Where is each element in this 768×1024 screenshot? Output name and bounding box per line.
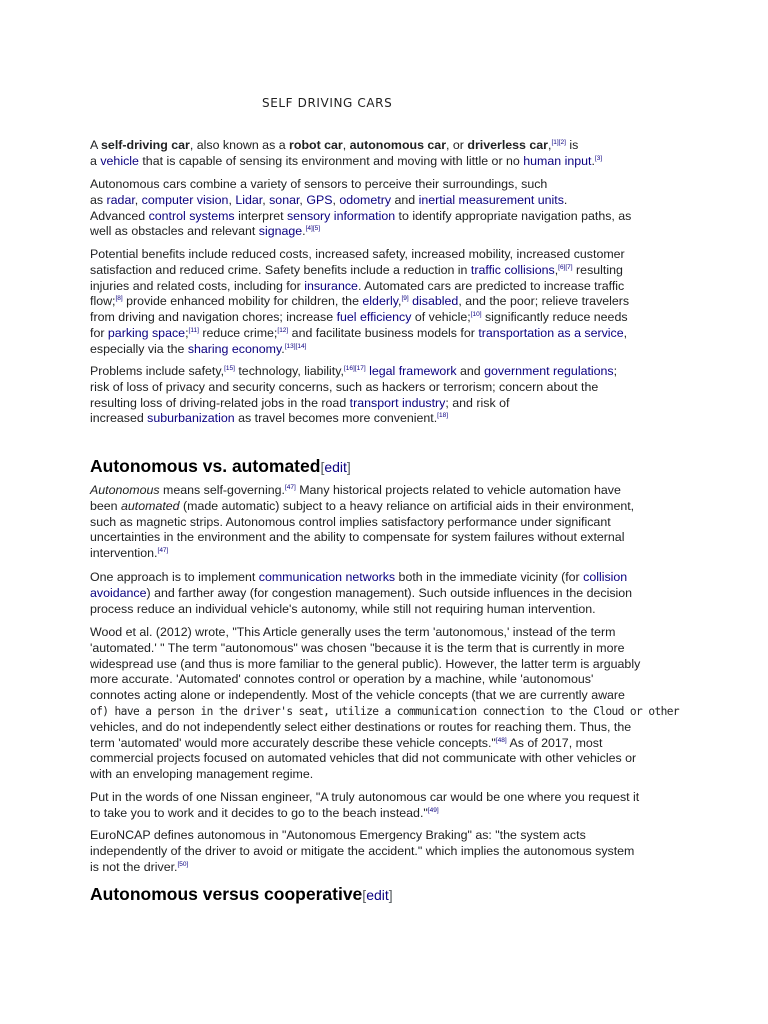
text: Many historical projects related to vehicle automation have (295, 483, 621, 497)
citation[interactable]: [8] (115, 295, 123, 303)
bracket: [ (320, 459, 325, 475)
wood-quote-paragraph (90, 625, 690, 783)
link-human-input[interactable]: human input (523, 153, 592, 168)
text: , (623, 325, 628, 340)
edit-link[interactable]: edit (366, 887, 389, 903)
text: flow; (90, 294, 116, 309)
citation[interactable]: [3] (594, 154, 603, 162)
text: term 'automated' would more accurately describe these vehicle concepts." (90, 735, 496, 750)
text: EuroNCAP defines autonomous in "Autonomous Emergency Braking" as: "the system acts (90, 828, 586, 842)
text: connotes acting alone or independently. Most of the vehicle concepts (that we are currently aware (90, 688, 625, 703)
text: a (90, 153, 101, 168)
term-self-driving-car: self-driving car (101, 138, 190, 152)
text: , (548, 138, 552, 152)
link-traffic-collisions[interactable]: traffic collisions (470, 262, 555, 277)
text: commercial projects focused on automated vehicles that did not communicate with other vehicles or (90, 751, 637, 766)
citation[interactable]: [12] (277, 326, 289, 334)
citation[interactable]: [50] (177, 860, 189, 868)
citation[interactable]: [13][14] (284, 342, 307, 350)
text: as travel becomes more convenient. (234, 411, 438, 426)
link-sonar[interactable]: sonar (269, 192, 300, 207)
text: both in the immediate vicinity (for (395, 570, 584, 584)
link-sharing-economy[interactable]: sharing economy (187, 341, 282, 356)
citation[interactable]: [6][7] (558, 263, 573, 271)
link-gps[interactable]: GPS (306, 192, 333, 207)
text: and (391, 192, 419, 207)
term-autonomous-car: autonomous car (349, 138, 447, 152)
problems-paragraph (90, 364, 690, 427)
text: is (565, 138, 579, 152)
text: One approach is to implement (90, 570, 259, 584)
heading-text: Autonomous vs. automated (90, 456, 321, 476)
text: , (134, 192, 142, 207)
text: to identify appropriate navigation paths, as (395, 208, 632, 223)
text: . (302, 224, 306, 239)
text: , (554, 262, 559, 277)
link-radar[interactable]: radar (106, 192, 135, 207)
text: injuries and related costs, including for (90, 278, 305, 293)
text: more accurate. 'Automated' connotes control or operation by a machine, while 'autonomous' (90, 672, 594, 687)
term-driverless-car: driverless car (467, 138, 548, 152)
text: Put in the words of one Nissan engineer, "A truly autonomous car would be one where you request it (90, 790, 640, 804)
text: , and the poor; relieve travelers (458, 294, 630, 309)
link-fuel-efficiency[interactable]: fuel efficiency (336, 310, 412, 325)
text: resulting loss of driving-related jobs in the road (90, 395, 350, 410)
text: , (262, 192, 270, 207)
text: well as obstacles and relevant (90, 224, 259, 239)
link-elderly[interactable]: elderly (362, 294, 398, 309)
text: , also known as a (189, 138, 290, 152)
edit-link[interactable]: edit (324, 459, 347, 475)
citation[interactable]: [49] (427, 806, 439, 814)
link-collision-avoidance[interactable]: avoidance (90, 585, 147, 600)
link-lidar[interactable]: Lidar (235, 192, 263, 207)
text: , (228, 192, 236, 207)
link-government-regulations[interactable]: government regulations (484, 364, 614, 378)
text: for (90, 325, 108, 340)
link-sensory-information[interactable]: sensory information (286, 208, 396, 223)
text: . Automated cars are predicted to increase traffic (357, 278, 625, 293)
text: , (299, 192, 307, 207)
text: Wood et al. (2012) wrote, "This Article generally uses the term 'autonomous,' instead of the term (90, 625, 616, 639)
text: A (90, 138, 102, 152)
text: , (332, 192, 340, 207)
link-insurance[interactable]: insurance (304, 278, 358, 293)
text: independently of the driver to avoid or mitigate the accident." which implies the autonomous system (90, 843, 635, 858)
intro-paragraph (90, 138, 690, 170)
text: satisfaction and reduced crime. Safety benefits include a reduction in (90, 262, 471, 277)
text: . (563, 192, 568, 207)
nissan-quote-paragraph (90, 790, 690, 822)
text: , (398, 294, 402, 309)
section-heading-autonomous-versus-cooperative (90, 884, 690, 905)
link-transportation-as-a-service[interactable]: transportation as a service (478, 325, 624, 340)
text: process reduce an individual vehicle's autonomy, while still not requiring human intervention. (90, 601, 596, 616)
term-automated: automated (121, 498, 180, 513)
text: widespread use (and thus is more familiar to the general public). However, the latter term is arguably (90, 656, 641, 671)
text: increased (90, 411, 148, 426)
text: ; (185, 325, 189, 340)
citation[interactable]: [47] (284, 484, 296, 491)
autonomous-definition-paragraph (90, 483, 690, 562)
text: especially via the (90, 341, 188, 356)
link-inertial-measurement-units[interactable]: inertial measurement units (418, 192, 564, 207)
text: intervention. (90, 546, 158, 561)
sensors-paragraph (90, 177, 690, 240)
bracket: ] (388, 887, 393, 903)
citation[interactable]: [18] (437, 412, 448, 420)
text: to take you to work and it decides to go to the beach instead." (90, 805, 428, 820)
citation[interactable]: [4][5] (305, 225, 321, 233)
text: means self-governing. (159, 483, 285, 497)
communication-paragraph (90, 570, 690, 617)
text: significantly reduce needs (481, 310, 628, 325)
text: Advanced (90, 208, 149, 223)
text: such as magnetic strips. Autonomous control implies satisfactory performance under significant (90, 514, 611, 529)
text: of vehicle; (411, 310, 471, 325)
link-control-systems[interactable]: control systems (148, 208, 235, 223)
text: technology, liability, (234, 364, 344, 378)
link-legal-framework[interactable]: legal framework (369, 364, 457, 378)
citation[interactable]: [47] (157, 547, 169, 555)
text: with an enveloping management regime. (90, 767, 314, 782)
section-heading-autonomous-vs-automated (90, 456, 690, 477)
text: , or (446, 138, 468, 152)
link-odometry[interactable]: odometry (339, 192, 392, 207)
text: ; and risk of (445, 395, 510, 410)
link-transport-industry[interactable]: transport industry (349, 395, 446, 410)
citation[interactable]: [1][2] (551, 139, 566, 146)
citation[interactable]: [11] (188, 326, 199, 334)
citation[interactable]: [48] (495, 736, 507, 744)
term-autonomous: Autonomous (90, 483, 160, 497)
text: as (90, 192, 107, 207)
link-parking-space[interactable]: parking space (107, 325, 186, 340)
link-communication-networks[interactable]: communication networks (258, 570, 396, 584)
text: . (591, 153, 595, 168)
text: interpret (234, 208, 287, 223)
text: of) have a person in the driver's seat, utilize a communication connection to the Cloud or other (90, 704, 680, 718)
text: . (281, 341, 285, 356)
text: ; (613, 364, 618, 378)
bracket: [ (362, 887, 367, 903)
text: ) and farther away (for congestion management). Such outside influences in the decision (146, 585, 633, 600)
text: As of 2017, most (506, 735, 603, 750)
text: reduce crime; (198, 325, 278, 340)
text: is not the driver. (90, 859, 178, 874)
link-signage[interactable]: signage (258, 224, 303, 239)
link-collision-avoidance[interactable]: collision (583, 570, 628, 584)
text: , (342, 138, 350, 152)
citation[interactable]: [15] (224, 365, 235, 372)
text: that is capable of sensing its environment and moving with little or no (138, 153, 524, 168)
bracket: ] (346, 459, 351, 475)
text: risk of loss of privacy and security concerns, such as hackers or terrorism; concern about the (90, 379, 599, 394)
text: 'automated.' " The term "autonomous" was chosen "because it is the term that is currently in more (90, 640, 625, 655)
citation[interactable]: [10] (470, 311, 482, 319)
text: vehicles, and do not independently select either destinations or routes for reaching them. Thus, the (90, 719, 632, 734)
link-suburbanization[interactable]: suburbanization (147, 411, 235, 426)
term-robot-car: robot car (289, 138, 343, 152)
text: provide enhanced mobility for children, the (122, 294, 363, 309)
heading-text: Autonomous versus cooperative (90, 884, 363, 904)
benefits-paragraph (90, 247, 690, 358)
citation[interactable]: [16][17] (343, 365, 366, 372)
document-title: SELF DRIVING CARS (262, 96, 393, 110)
text: uncertainties in the environment and the ability to compensate for system failures without external (90, 530, 625, 545)
text: (made automatic) subject to a heavy reliance on artificial aids in their environment, (179, 498, 635, 513)
text: Potential benefits include reduced costs, increased safety, increased mobility, increased customer (90, 247, 625, 261)
citation[interactable]: [9] (401, 295, 409, 303)
text: been (90, 498, 122, 513)
link-vehicle[interactable]: vehicle (100, 153, 139, 168)
text: Autonomous cars combine a variety of sensors to perceive their surroundings, such (90, 177, 548, 191)
text: and facilitate business models for (288, 325, 479, 340)
text: and (456, 364, 485, 378)
link-computer-vision[interactable]: computer vision (141, 192, 229, 207)
link-disabled[interactable]: disabled (412, 294, 459, 309)
text: Problems include safety, (90, 364, 225, 378)
text: resulting (572, 262, 623, 277)
euroncap-paragraph (90, 828, 690, 875)
text: from driving and navigation chores; increase (90, 310, 337, 325)
